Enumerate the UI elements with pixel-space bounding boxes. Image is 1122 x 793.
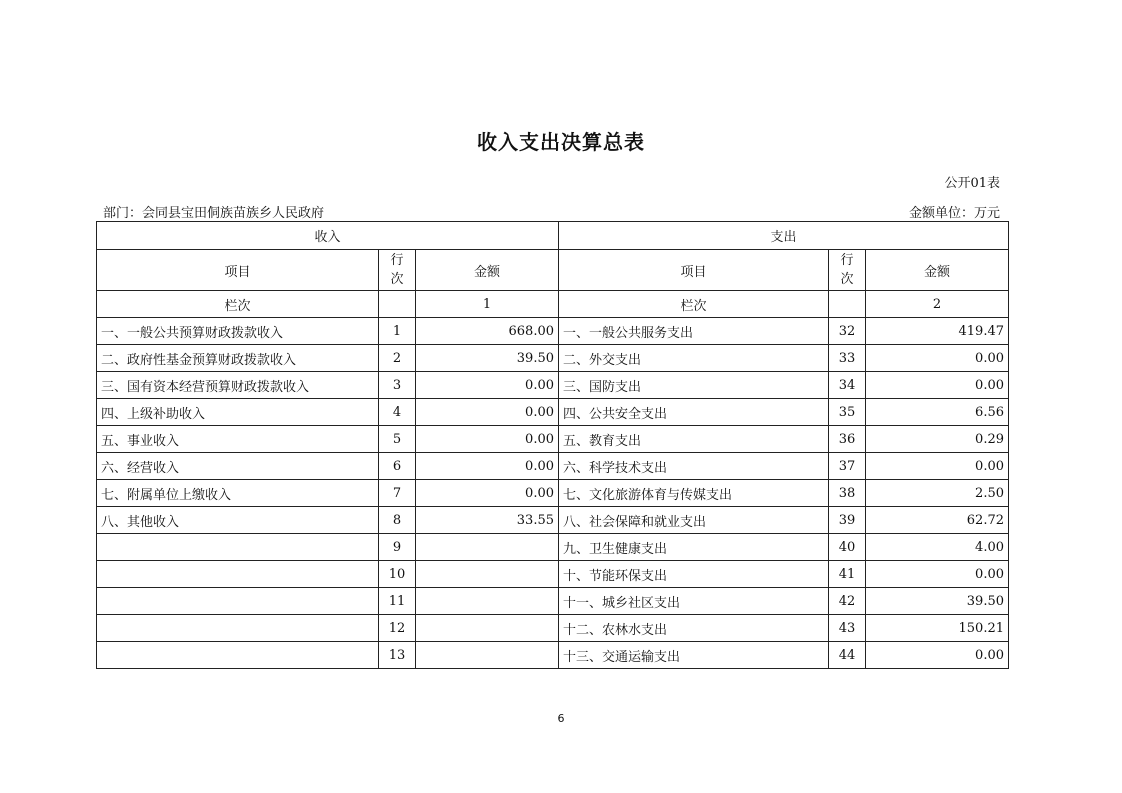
income-item-cell: [97, 561, 379, 588]
income-line-cell: 6: [379, 453, 416, 480]
table-row: [97, 453, 1009, 480]
table-row: [97, 561, 1009, 588]
expense-amount-cell: 419.47: [866, 318, 1009, 345]
expense-line-cell: 39: [829, 507, 866, 534]
expense-line-cell: 44: [829, 642, 866, 669]
expense-header: 支出: [559, 222, 1009, 250]
income-item-cell: 六、经营收入: [97, 453, 379, 480]
income-amount-cell: 0.00: [416, 426, 559, 453]
income-item-cell: 二、政府性基金预算财政拨款收入: [97, 345, 379, 372]
income-amount-header: 金额: [416, 250, 559, 291]
income-header: 收入: [97, 222, 559, 250]
expense-amount-cell: 150.21: [866, 615, 1009, 642]
expense-item-header: 项目: [559, 250, 829, 291]
expense-item-cell: 一、一般公共服务支出: [559, 318, 829, 345]
income-item-cell: 四、上级补助收入: [97, 399, 379, 426]
income-line-header: [379, 250, 416, 291]
income-line-cell: 4: [379, 399, 416, 426]
table-row: [97, 534, 1009, 561]
expense-item-cell: 九、卫生健康支出: [559, 534, 829, 561]
expense-item-cell: 十、节能环保支出: [559, 561, 829, 588]
income-item-cell: 三、国有资本经营预算财政拨款收入: [97, 372, 379, 399]
income-item-cell: [97, 534, 379, 561]
table-row: [97, 399, 1009, 426]
income-line-cell: 7: [379, 480, 416, 507]
table-row: [97, 642, 1009, 669]
page-number: 6: [557, 712, 565, 725]
table-row: [97, 318, 1009, 345]
income-line-cell: 5: [379, 426, 416, 453]
income-line-cell: 10: [379, 561, 416, 588]
income-item-cell: [97, 615, 379, 642]
expense-line-cell: 35: [829, 399, 866, 426]
table-row: [97, 507, 1009, 534]
income-item-cell: 八、其他收入: [97, 507, 379, 534]
income-amount-cell: [416, 642, 559, 669]
income-column-index: 1: [416, 291, 559, 318]
income-amount-cell: [416, 615, 559, 642]
income-amount-cell: [416, 561, 559, 588]
expense-line-cell: 41: [829, 561, 866, 588]
income-amount-cell: 0.00: [416, 480, 559, 507]
table-row: [97, 588, 1009, 615]
income-item-cell: 一、一般公共预算财政拨款收入: [97, 318, 379, 345]
income-column-label: 栏次: [97, 291, 379, 318]
income-item-cell: 七、附属单位上缴收入: [97, 480, 379, 507]
expense-item-cell: 八、社会保障和就业支出: [559, 507, 829, 534]
table-row: [97, 345, 1009, 372]
expense-line-header: [829, 250, 866, 291]
income-line-cell: 9: [379, 534, 416, 561]
expense-item-cell: 十二、农林水支出: [559, 615, 829, 642]
income-line-cell: 3: [379, 372, 416, 399]
expense-amount-cell: 62.72: [866, 507, 1009, 534]
income-amount-cell: 33.55: [416, 507, 559, 534]
expense-item-cell: 六、科学技术支出: [559, 453, 829, 480]
expense-item-cell: 三、国防支出: [559, 372, 829, 399]
table-row: [97, 480, 1009, 507]
expense-line-cell: 34: [829, 372, 866, 399]
income-item-cell: [97, 588, 379, 615]
expense-amount-cell: 0.00: [866, 642, 1009, 669]
income-amount-cell: [416, 588, 559, 615]
expense-line-cell: 38: [829, 480, 866, 507]
income-amount-cell: 39.50: [416, 345, 559, 372]
form-number: 公开01表: [944, 176, 1000, 191]
expense-column-label: 栏次: [559, 291, 829, 318]
income-amount-cell: 668.00: [416, 318, 559, 345]
income-line-cell: 12: [379, 615, 416, 642]
expense-amount-cell: 0.29: [866, 426, 1009, 453]
line-bottom-char: 次: [840, 272, 854, 287]
expense-amount-cell: 6.56: [866, 399, 1009, 426]
expense-amount-cell: 0.00: [866, 453, 1009, 480]
expense-line-cell: 42: [829, 588, 866, 615]
expense-line-cell: 36: [829, 426, 866, 453]
expense-amount-cell: 0.00: [866, 372, 1009, 399]
amount-unit-label: 金额单位：万元: [908, 206, 1000, 221]
expense-line-cell: 32: [829, 318, 866, 345]
expense-item-cell: 四、公共安全支出: [559, 399, 829, 426]
income-expense-table: [96, 221, 1009, 669]
column-index-row: [97, 291, 1009, 318]
expense-amount-header: 金额: [866, 250, 1009, 291]
line-top-char: 行: [390, 253, 404, 268]
table-row: [97, 615, 1009, 642]
page-title: 收入支出决算总表: [477, 130, 645, 154]
department-label: 部门：会同县宝田侗族苗族乡人民政府: [103, 206, 325, 221]
expense-amount-cell: 0.00: [866, 345, 1009, 372]
table-row: [97, 426, 1009, 453]
income-amount-cell: [416, 534, 559, 561]
expense-amount-cell: 4.00: [866, 534, 1009, 561]
income-line-cell: 1: [379, 318, 416, 345]
expense-amount-cell: 0.00: [866, 561, 1009, 588]
income-line-cell: 11: [379, 588, 416, 615]
income-amount-cell: 0.00: [416, 453, 559, 480]
expense-column-index: 2: [866, 291, 1009, 318]
income-line-cell: 8: [379, 507, 416, 534]
section-header-row: [97, 222, 1009, 250]
expense-amount-cell: 2.50: [866, 480, 1009, 507]
column-header-row: [97, 250, 1009, 291]
income-item-cell: 五、事业收入: [97, 426, 379, 453]
income-line-cell: 2: [379, 345, 416, 372]
line-top-char: 行: [840, 253, 854, 268]
income-amount-cell: 0.00: [416, 372, 559, 399]
expense-line-cell: 43: [829, 615, 866, 642]
expense-item-cell: 五、教育支出: [559, 426, 829, 453]
expense-item-cell: 十一、城乡社区支出: [559, 588, 829, 615]
income-item-header: 项目: [97, 250, 379, 291]
expense-column-blank: [829, 291, 866, 318]
table-row: [97, 372, 1009, 399]
expense-line-cell: 33: [829, 345, 866, 372]
income-amount-cell: 0.00: [416, 399, 559, 426]
expense-line-cell: 37: [829, 453, 866, 480]
expense-item-cell: 二、外交支出: [559, 345, 829, 372]
income-item-cell: [97, 642, 379, 669]
income-column-blank: [379, 291, 416, 318]
line-bottom-char: 次: [390, 272, 404, 287]
expense-line-cell: 40: [829, 534, 866, 561]
expense-item-cell: 七、文化旅游体育与传媒支出: [559, 480, 829, 507]
income-line-cell: 13: [379, 642, 416, 669]
expense-item-cell: 十三、交通运输支出: [559, 642, 829, 669]
expense-amount-cell: 39.50: [866, 588, 1009, 615]
